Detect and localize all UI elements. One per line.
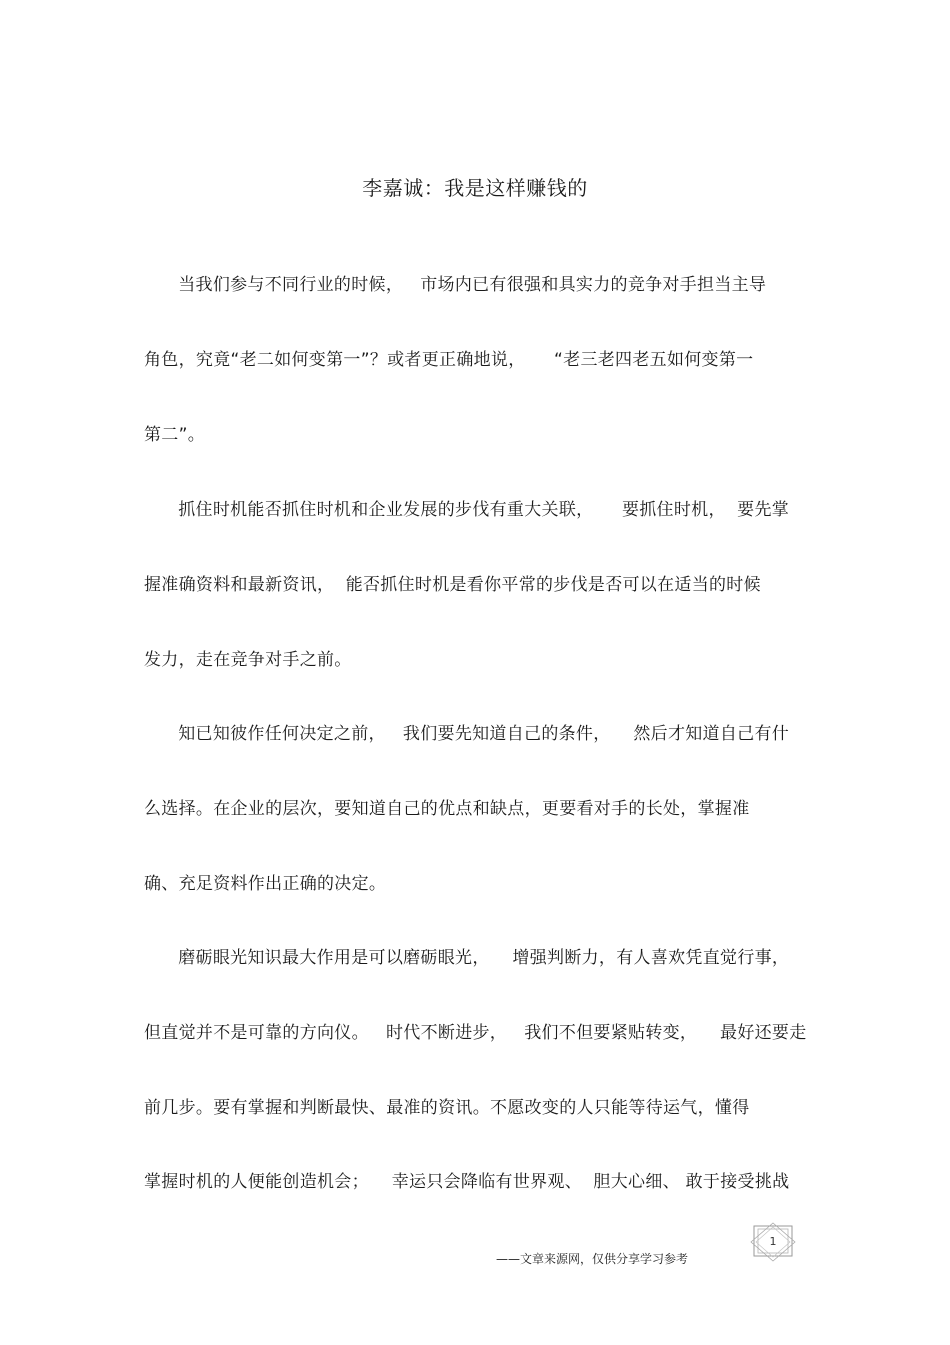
body-line: 但直觉并不是可靠的方向仪。 时代不断进步， 我们不但要紧贴转变， 最好还要走 <box>144 1023 807 1043</box>
body-line: 么选择。在企业的层次，要知道自己的优点和缺点，更要看对手的长处，掌握准 <box>144 799 750 819</box>
body-line: 知已知彼作任何决定之前， 我们要先知道自己的条件， 然后才知道自己有什 <box>144 724 790 744</box>
body-line: 当我们参与不同行业的时候， 市场内已有很强和具实力的竞争对手担当主导 <box>144 275 767 295</box>
body-line: 前几步。要有掌握和判断最快、最准的资讯。不愿改变的人只能等待运气，懂得 <box>144 1098 750 1118</box>
page-title: 李嘉诚：我是这样赚钱的 <box>362 176 588 200</box>
body-line: 确、充足资料作出正确的决定。 <box>144 874 387 894</box>
body-line: 发力，走在竞争对手之前。 <box>144 650 352 670</box>
body-line: 角色，究竟“老二如何变第一”？或者更正确地说， “老三老四老五如何变第一 <box>144 350 754 370</box>
page-number: 1 <box>769 1235 777 1248</box>
body-line: 握准确资料和最新资讯， 能否抓住时机是看你平常的步伐是否可以在适当的时候 <box>144 575 761 595</box>
body-line: 掌握时机的人便能创造机会； 幸运只会降临有世界观、 胆大心细、 敢于接受挑战 <box>144 1172 790 1192</box>
body-line: 磨砺眼光知识最大作用是可以磨砺眼光， 增强判断力，有人喜欢凭直觉行事， <box>144 948 790 968</box>
body-line: 第二”。 <box>144 425 206 445</box>
page-number-badge <box>748 1222 798 1262</box>
footer-source-note: ——文章来源网，仅供分享学习参考 <box>496 1252 689 1266</box>
body-line: 抓住时机能否抓住时机和企业发展的步伐有重大关联， 要抓住时机， 要先掌 <box>144 500 790 520</box>
